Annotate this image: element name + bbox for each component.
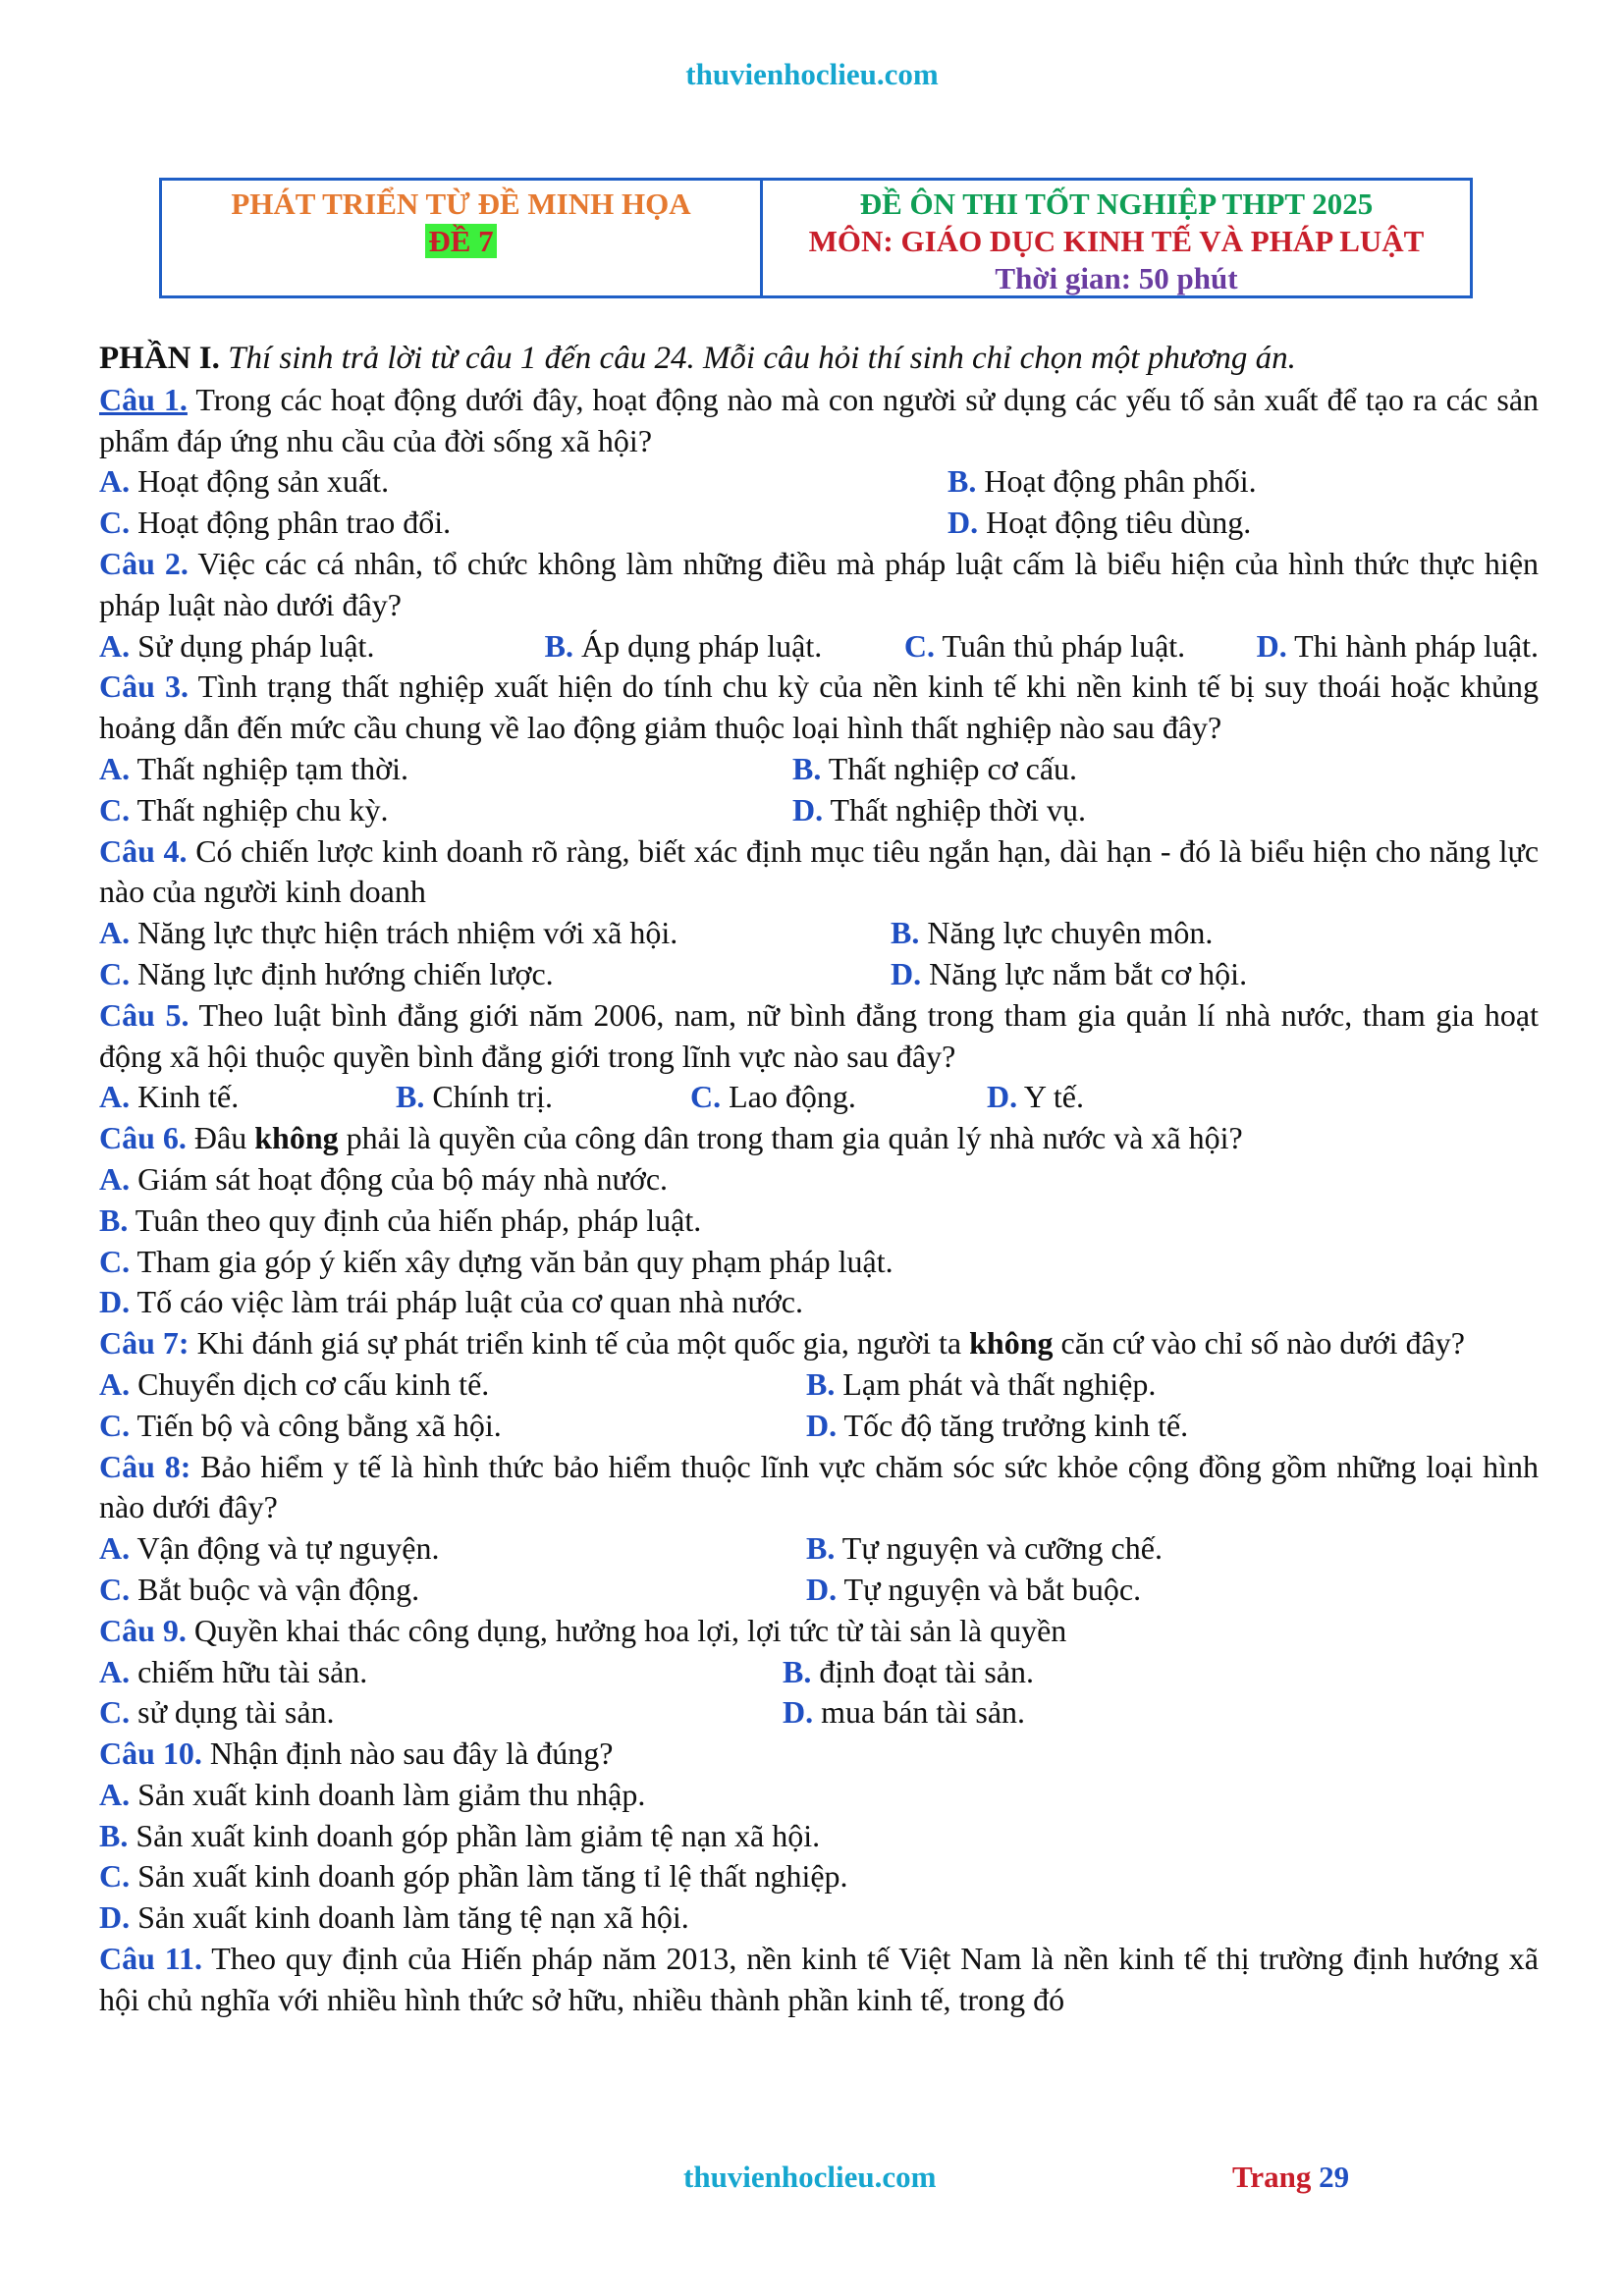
option-c: C. Tiến bộ và công bằng xã hội. (99, 1407, 502, 1443)
option-a: A. Chuyển dịch cơ cấu kinh tế. (99, 1365, 490, 1402)
options-row (99, 1528, 1539, 1570)
options-row (99, 749, 1539, 790)
option-b: B. Hoạt động phân phối. (947, 463, 1257, 500)
question-5 (99, 995, 1539, 1078)
option-a: A. Thất nghiệp tạm thời. (99, 750, 408, 786)
option-a: A. Vận động và tự nguyện. (99, 1530, 440, 1567)
emphasis-not: không (254, 1120, 339, 1156)
question-text: Việc các cá nhân, tổ chức không làm những điều mà pháp luật cấm là biểu hiện của hình thức thực hiện pháp luật nào dưới đây? (99, 545, 1540, 622)
question-text: Bảo hiểm y tế là hình thức bảo hiểm thuộc lĩnh vực chăm sóc sức khỏe cộng đồng gồm những loại hình nào dưới đây? (99, 1448, 1540, 1525)
options-row (99, 913, 1539, 954)
question-text: Theo luật bình đẳng giới năm 2006, nam, nữ bình đẳng trong tham gia quản lí nhà nước, tham gia hoạt động xã hội thuộc quyền bình đẳng giới trong lĩnh vực nào sau đây? (99, 996, 1540, 1074)
option-a: A. Hoạt động sản xuất. (99, 463, 390, 500)
question-label: Câu 6. (99, 1120, 187, 1156)
question-label: Câu 10. (99, 1735, 202, 1772)
options-row (99, 1652, 1539, 1693)
question-2 (99, 544, 1539, 626)
question-label: Câu 4. (99, 832, 188, 869)
option-c: C. Tuân thủ pháp luật. (903, 627, 1186, 664)
section-heading (99, 339, 1539, 380)
section-instruction: Thí sinh trả lời từ câu 1 đến câu 24. Mỗi câu hỏi thí sinh chỉ chọn một phương án. (228, 341, 1296, 376)
question-10 (99, 1734, 1539, 1775)
option-c: C. Lao động. (690, 1079, 856, 1115)
option-b: B. Sản xuất kinh doanh góp phần làm giảm tệ nạn xã hội. (99, 1817, 821, 1853)
question-text: Quyền khai thác công dụng, hưởng hoa lợi, lợi tức từ tài sản là quyền (193, 1612, 1067, 1648)
option-b: B. Tuân theo quy định của hiến pháp, pháp luật. (99, 1201, 702, 1238)
options-row (99, 954, 1539, 995)
question-text: Tình trạng thất nghiệp xuất hiện do tính chu kỳ của nền kinh tế khi nền kinh tế bị suy thoái hoặc khủng hoảng dẫn đến mức cầu chung về lao động giảm thuộc loại hình thất nghiệp nào sau đây? (99, 668, 1540, 746)
page-number: Trang 29 (1232, 2160, 1350, 2194)
exam-content (99, 339, 1539, 2021)
header-exam-title: ĐỀ ÔN THI TỐT NGHIỆP THPT 2025 (859, 187, 1374, 221)
option-d: D. Y tế. (987, 1079, 1084, 1115)
footer-site-link: thuvienhoclieu.com (683, 2160, 937, 2194)
question-label: Câu 5. (99, 996, 189, 1033)
question-label: Câu 7: (99, 1325, 189, 1362)
options-row (99, 503, 1539, 544)
question-7: Câu 7: Khi đánh giá sự phát triển kinh tế của một quốc gia, người ta không căn cứ vào chỉ số nào dưới đây? (99, 1325, 1465, 1362)
option-d: D. Thi hành pháp luật. (1256, 627, 1539, 664)
option-a: A. Kinh tế. (99, 1079, 240, 1115)
options-row (99, 1077, 1539, 1118)
question-text: Theo quy định của Hiến pháp năm 2013, nền kinh tế Việt Nam là nền kinh tế thị trường định hướng xã hội chủ nghĩa với nhiều hình thức sở hữu, nhiều thành phần kinh tế, trong đó (99, 1941, 1540, 2017)
question-label: Câu 3. (99, 668, 189, 705)
option-d: D. Sản xuất kinh doanh làm tăng tệ nạn xã hội. (99, 1899, 689, 1936)
header-source: PHÁT TRIỂN TỪ ĐỀ MINH HỌA (231, 187, 691, 221)
option-c: C. Tham gia góp ý kiến xây dựng văn bản quy phạm pháp luật. (99, 1243, 893, 1279)
options-row (99, 1570, 1539, 1611)
option-b: B. Tự nguyện và cưỡng chế. (806, 1530, 1163, 1567)
question-label: Câu 2. (99, 545, 189, 581)
option-c: C. Sản xuất kinh doanh góp phần làm tăng tỉ lệ thất nghiệp. (99, 1858, 848, 1895)
header-duration: Thời gian: 50 phút (995, 261, 1238, 295)
option-a: A. Năng lực thực hiện trách nhiệm với xã hội. (99, 915, 678, 951)
question-text: Có chiến lược kinh doanh rõ ràng, biết xác định mục tiêu ngắn hạn, dài hạn - đó là biểu hiện cho năng lực nào của người kinh doanh (99, 832, 1540, 910)
option-a: A. chiếm hữu tài sản. (99, 1653, 368, 1689)
option-b: B. Năng lực chuyên môn. (891, 915, 1214, 951)
option-d: D. Tố cáo việc làm trái pháp luật của cơ quan nhà nước. (99, 1284, 803, 1320)
options-row (99, 626, 1539, 667)
option-a: A. Sản xuất kinh doanh làm giảm thu nhập. (99, 1776, 646, 1812)
header-left-cell (162, 181, 763, 295)
option-d: D. Tự nguyện và bắt buộc. (806, 1571, 1142, 1607)
option-b: B. Chính trị. (396, 1079, 554, 1115)
question-label: Câu 1. (99, 381, 188, 417)
option-c: C. Năng lực định hướng chiến lược. (99, 955, 554, 991)
question-4 (99, 831, 1539, 914)
header-right-cell (763, 181, 1470, 295)
question-label: Câu 9. (99, 1612, 187, 1648)
question-text: Trong các hoạt động dưới đây, hoạt động nào mà con người sử dụng các yếu tố sản xuất để tạo ra các sản phẩm đáp ứng nhu cầu của đời sống xã hội? (99, 381, 1540, 458)
options-row (99, 461, 1539, 503)
site-header-link: thuvienhoclieu.com (685, 57, 939, 91)
header-exam-number: ĐỀ 7 (425, 224, 496, 258)
option-b: B. Lạm phát và thất nghiệp. (806, 1365, 1157, 1402)
question-11 (99, 1939, 1539, 2021)
option-b: B. Áp dụng pháp luật. (544, 627, 823, 664)
options-row (99, 1692, 1539, 1734)
question-label: Câu 8: (99, 1448, 191, 1484)
option-d: D. Tốc độ tăng trưởng kinh tế. (806, 1407, 1189, 1443)
option-d: D. Thất nghiệp thời vụ. (792, 791, 1086, 828)
exam-header-box (159, 178, 1473, 298)
section-label: PHẦN I. (99, 341, 220, 376)
question-3 (99, 667, 1539, 749)
option-b: B. định đoạt tài sản. (783, 1653, 1034, 1689)
option-a: A. Sử dụng pháp luật. (99, 627, 375, 664)
question-9 (99, 1611, 1539, 1652)
question-6: Câu 6. Đâu không phải là quyền của công dân trong tham gia quản lý nhà nước và xã hội? (99, 1120, 1243, 1156)
header-exam-number-wrap (162, 223, 760, 260)
question-text: Nhận định nào sau đây là đúng? (209, 1735, 614, 1772)
option-a: A. Giám sát hoạt động của bộ máy nhà nước. (99, 1160, 669, 1197)
header-subject: MÔN: GIÁO DỤC KINH TẾ VÀ PHÁP LUẬT (808, 224, 1425, 258)
option-d: D. Năng lực nắm bắt cơ hội. (891, 955, 1248, 991)
option-c: C. Hoạt động phân trao đổi. (99, 505, 452, 541)
question-1 (99, 380, 1539, 462)
option-d: D. Hoạt động tiêu dùng. (947, 505, 1252, 541)
options-row (99, 1364, 1539, 1406)
options-row (99, 790, 1539, 831)
question-label: Câu 11. (99, 1941, 202, 1977)
option-c: C. Bắt buộc và vận động. (99, 1571, 420, 1607)
options-row (99, 1406, 1539, 1447)
emphasis-not: không (969, 1325, 1054, 1362)
option-c: C. Thất nghiệp chu kỳ. (99, 791, 389, 828)
question-8 (99, 1447, 1539, 1529)
option-b: B. Thất nghiệp cơ cấu. (792, 750, 1078, 786)
option-d: D. mua bán tài sản. (783, 1694, 1026, 1731)
option-c: C. sử dụng tài sản. (99, 1694, 335, 1731)
